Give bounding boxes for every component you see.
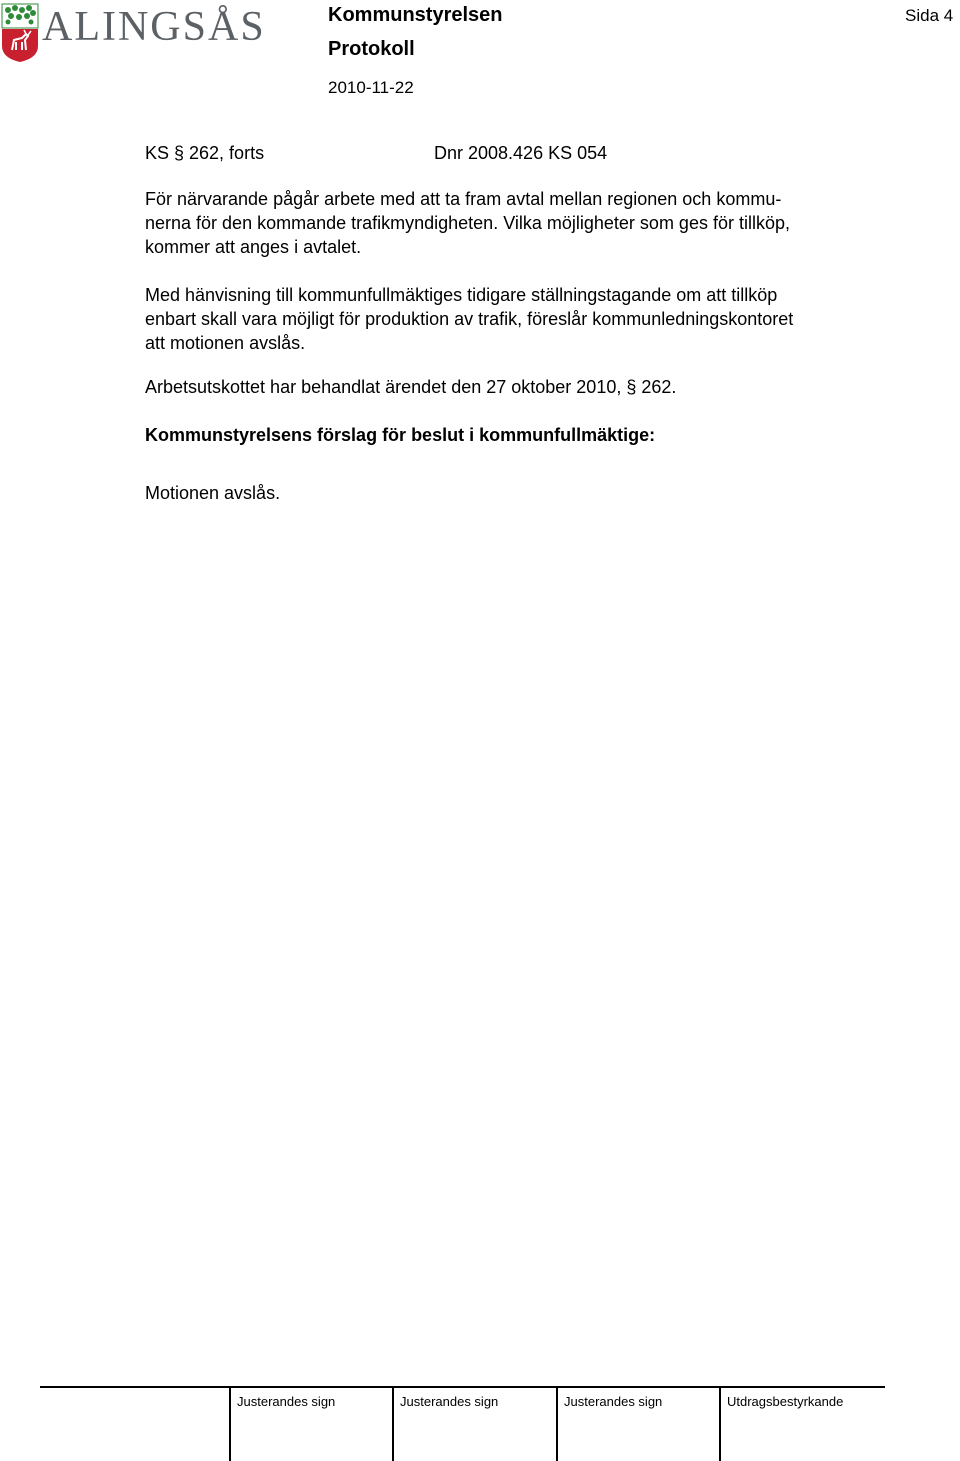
decision-text: Motionen avslås. xyxy=(145,483,281,503)
text-line: För närvarande pågår arbete med att ta fram avtal mellan regionen och kommu- xyxy=(145,189,782,209)
diary-number: Dnr 2008.426 KS 054 xyxy=(434,143,608,163)
page-number: Sida 4 xyxy=(905,6,954,25)
paragraph-1 xyxy=(145,187,885,259)
document-date: 2010-11-22 xyxy=(328,78,414,97)
logo-wordmark: ALINGSÅS xyxy=(42,4,266,50)
paragraph-reference: KS § 262, forts xyxy=(145,143,265,163)
footer-divider xyxy=(556,1387,558,1461)
document-title: Kommunstyrelsen xyxy=(328,4,503,26)
footer-rule xyxy=(40,1386,885,1388)
paragraph-3: Arbetsutskottet har behandlat ärendet den 27 oktober 2010, § 262. xyxy=(145,377,677,397)
text-line: kommer att anges i avtalet. xyxy=(145,237,362,257)
footer-divider xyxy=(229,1387,231,1461)
coat-of-arms-icon xyxy=(0,2,40,64)
signature-field-2: Justerandes sign xyxy=(400,1394,499,1409)
proposal-heading: Kommunstyrelsens förslag för beslut i kommunfullmäktige: xyxy=(145,425,656,445)
text-line: nerna för den kommande trafikmyndigheten. Vilka möjligheter som ges för tillköp, xyxy=(145,213,790,233)
text-line: enbart skall vara möjligt för produktion av trafik, föreslår kommunledningskontoret xyxy=(145,309,794,329)
footer-divider xyxy=(392,1387,394,1461)
signature-field-3: Justerandes sign xyxy=(564,1394,663,1409)
document-type: Protokoll xyxy=(328,38,415,60)
alingsas-logo xyxy=(0,0,266,66)
text-line: Med hänvisning till kommunfullmäktiges tidigare ställningstagande om att tillköp xyxy=(145,285,778,305)
footer-divider xyxy=(719,1387,721,1461)
signature-field-1: Justerandes sign xyxy=(237,1394,336,1409)
paragraph-2 xyxy=(145,283,885,355)
text-line: att motionen avslås. xyxy=(145,333,306,353)
certification-field: Utdragsbestyrkande xyxy=(727,1394,844,1409)
